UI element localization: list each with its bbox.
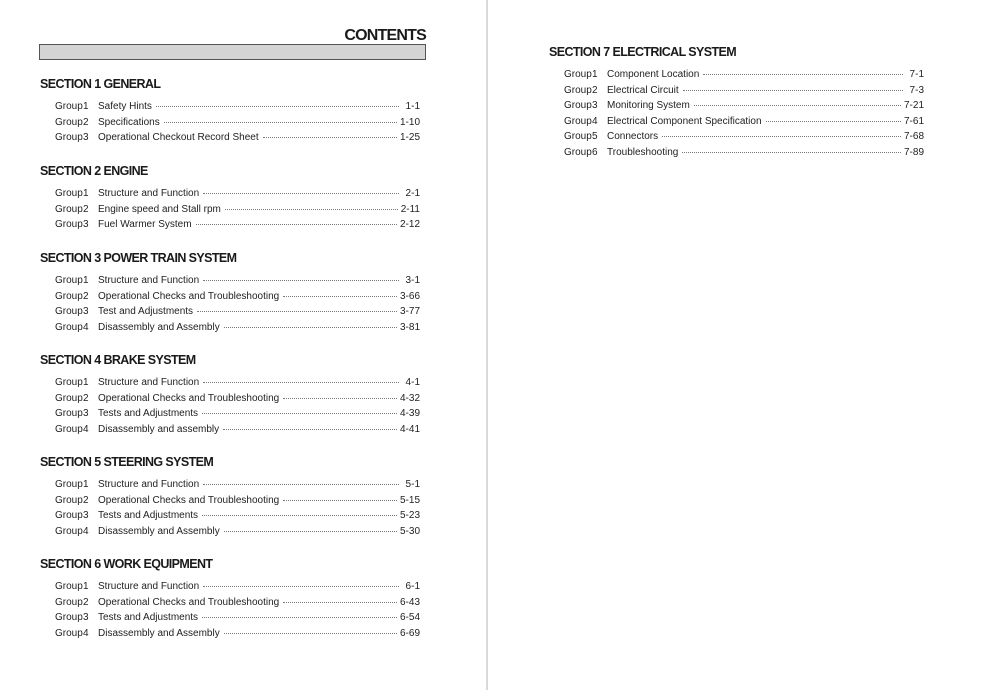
- group-number: 2: [83, 392, 89, 404]
- page-number: 4-1: [405, 377, 420, 388]
- toc-entry[interactable]: [55, 479, 420, 495]
- toc-entry[interactable]: [55, 495, 420, 511]
- page-number: 2-12: [399, 219, 420, 230]
- toc-entry[interactable]: [55, 581, 420, 597]
- dot-leader: [164, 122, 397, 123]
- page-number: 1-10: [399, 116, 420, 128]
- group-label: Group: [564, 69, 592, 80]
- group-number: 1: [83, 377, 89, 388]
- group-number: 1: [83, 188, 89, 199]
- page-number: 5-1: [405, 479, 420, 490]
- group-number: 1: [83, 581, 89, 592]
- entry-title: Operational Checks and Troubleshooting: [98, 290, 280, 302]
- dot-leader: [203, 280, 399, 281]
- toc-entry[interactable]: [55, 628, 420, 644]
- toc-entry[interactable]: [55, 377, 420, 393]
- dot-leader: [197, 311, 397, 312]
- toc-entry[interactable]: [55, 597, 420, 613]
- toc-entry[interactable]: [55, 393, 420, 409]
- toc-entry[interactable]: [55, 132, 420, 148]
- toc-entry[interactable]: [55, 219, 420, 235]
- section-heading: SECTION 3 POWER TRAIN SYSTEM: [40, 251, 237, 265]
- toc-entry[interactable]: [55, 612, 420, 628]
- dot-leader: [203, 484, 399, 485]
- group-label: Group: [55, 275, 83, 286]
- entry-title: Operational Checks and Troubleshooting: [98, 596, 280, 608]
- entry-title: Structure and Function: [98, 188, 200, 199]
- group-label: Group: [55, 423, 83, 435]
- group-label: Group: [55, 392, 83, 404]
- group-number: 1: [83, 479, 89, 490]
- group-label: Group: [55, 510, 83, 521]
- group-number: 3: [83, 219, 89, 230]
- entry-title: Disassembly and Assembly: [98, 321, 220, 333]
- group-number: 5: [592, 131, 598, 142]
- dot-leader: [224, 327, 397, 328]
- group-number: 3: [592, 100, 598, 111]
- entry-title: Operational Checks and Troubleshooting: [98, 494, 280, 506]
- page-number: 2-11: [400, 203, 420, 215]
- entry-title: Troubleshooting: [607, 146, 679, 158]
- section-6: [40, 557, 420, 643]
- page-number: 4-39: [399, 408, 420, 419]
- group-number: 4: [592, 115, 598, 127]
- group-label: Group: [55, 525, 83, 537]
- toc-entry[interactable]: [55, 526, 420, 542]
- dot-leader: [283, 398, 397, 399]
- group-number: 6: [592, 146, 598, 158]
- page-number: 5-23: [399, 510, 420, 521]
- page-number: 6-43: [399, 596, 420, 608]
- dot-leader: [202, 515, 397, 516]
- toc-entry[interactable]: [55, 188, 420, 204]
- dot-leader: [224, 531, 397, 532]
- section-7: [549, 45, 924, 162]
- entry-title: Structure and Function: [98, 275, 200, 286]
- toc-entry[interactable]: [564, 116, 924, 132]
- dot-leader: [263, 137, 397, 138]
- dot-leader: [283, 500, 397, 501]
- section-heading: SECTION 5 STEERING SYSTEM: [40, 455, 214, 469]
- group-label: Group: [55, 408, 83, 419]
- group-label: Group: [55, 188, 83, 199]
- entry-title: Electrical Circuit: [607, 84, 679, 96]
- entry-title: Connectors: [607, 131, 659, 142]
- group-number: 4: [83, 321, 89, 333]
- entry-title: Disassembly and assembly: [98, 423, 220, 435]
- toc-entry[interactable]: [564, 100, 924, 116]
- page-number: 5-15: [399, 494, 420, 506]
- page-number: 7-89: [903, 146, 924, 158]
- entry-title: Monitoring System: [607, 100, 690, 111]
- page-number: 6-54: [399, 612, 420, 623]
- dot-leader: [203, 193, 399, 194]
- toc-entry[interactable]: [55, 275, 420, 291]
- group-label: Group: [55, 596, 83, 608]
- group-label: Group: [564, 115, 592, 127]
- dot-leader: [703, 74, 903, 75]
- page-number: 1-25: [399, 132, 420, 143]
- toc-entry[interactable]: [55, 424, 420, 440]
- toc-entry[interactable]: [564, 147, 924, 163]
- toc-entry[interactable]: [55, 510, 420, 526]
- page-number: 7-21: [903, 100, 924, 111]
- group-number: 1: [83, 101, 89, 112]
- group-label: Group: [55, 627, 83, 639]
- dot-leader: [662, 136, 901, 137]
- section-4: [40, 353, 420, 439]
- group-label: Group: [55, 290, 83, 302]
- dot-leader: [203, 382, 399, 383]
- group-number: 2: [83, 203, 89, 215]
- dot-leader: [694, 105, 901, 106]
- group-number: 4: [83, 525, 89, 537]
- section-heading: SECTION 1 GENERAL: [40, 77, 161, 91]
- toc-entry[interactable]: [564, 69, 924, 85]
- entry-title: Structure and Function: [98, 377, 200, 388]
- dot-leader: [156, 106, 399, 107]
- group-label: Group: [564, 84, 592, 96]
- page-number: 6-1: [405, 581, 420, 592]
- group-number: 3: [83, 408, 89, 419]
- page-number: 3-1: [405, 275, 420, 286]
- dot-leader: [683, 90, 903, 91]
- section-2: [40, 164, 420, 235]
- page-number: 7-61: [903, 115, 924, 127]
- dot-leader: [202, 413, 397, 414]
- dot-leader: [283, 296, 397, 297]
- title-bar: [39, 44, 426, 60]
- toc-entry[interactable]: [55, 291, 420, 307]
- group-label: Group: [55, 321, 83, 333]
- group-label: Group: [55, 494, 83, 506]
- section-heading: SECTION 7 ELECTRICAL SYSTEM: [549, 45, 737, 59]
- group-label: Group: [55, 203, 83, 215]
- page-number: 4-32: [399, 392, 420, 404]
- group-number: 2: [83, 494, 89, 506]
- toc-entry[interactable]: [55, 408, 420, 424]
- group-label: Group: [55, 132, 83, 143]
- entry-title: Component Location: [607, 69, 700, 80]
- dot-leader: [223, 429, 397, 430]
- section-3: [40, 251, 420, 337]
- group-label: Group: [564, 100, 592, 111]
- dot-leader: [196, 224, 397, 225]
- group-label: Group: [55, 101, 83, 112]
- entry-title: Tests and Adjustments: [98, 510, 199, 521]
- entry-title: Safety Hints: [98, 101, 152, 112]
- group-label: Group: [564, 131, 592, 142]
- toc-entry[interactable]: [564, 85, 924, 101]
- entry-title: Structure and Function: [98, 479, 200, 490]
- entry-title: Electrical Component Specification: [607, 115, 762, 127]
- page-number: 6-69: [399, 627, 420, 639]
- entry-title: Test and Adjustments: [98, 306, 194, 317]
- entry-title: Fuel Warmer System: [98, 219, 192, 230]
- dot-leader: [202, 617, 397, 618]
- entry-title: Operational Checks and Troubleshooting: [98, 392, 280, 404]
- toc-entry[interactable]: [564, 131, 924, 147]
- entry-title: Operational Checkout Record Sheet: [98, 132, 259, 143]
- group-label: Group: [55, 612, 83, 623]
- toc-entry[interactable]: [55, 306, 420, 322]
- page-number: 5-30: [399, 525, 420, 537]
- toc-entry[interactable]: [55, 117, 420, 133]
- page-number: 3-77: [399, 306, 420, 317]
- group-number: 3: [83, 612, 89, 623]
- toc-entry[interactable]: [55, 101, 420, 117]
- page-number: 7-3: [909, 84, 924, 96]
- dot-leader: [225, 209, 398, 210]
- group-number: 2: [83, 290, 89, 302]
- toc-entry[interactable]: [55, 322, 420, 338]
- group-label: Group: [564, 146, 592, 158]
- group-number: 2: [83, 116, 89, 128]
- entry-title: Disassembly and Assembly: [98, 627, 220, 639]
- group-number: 1: [592, 69, 598, 80]
- page-number: 4-41: [399, 423, 420, 435]
- dot-leader: [283, 602, 397, 603]
- entry-title: Specifications: [98, 116, 160, 128]
- page-number: 7-1: [909, 69, 924, 80]
- group-number: 3: [83, 132, 89, 143]
- group-label: Group: [55, 479, 83, 490]
- entry-title: Tests and Adjustments: [98, 408, 199, 419]
- contents-title: CONTENTS: [344, 27, 426, 44]
- toc-entry[interactable]: [55, 204, 420, 220]
- dot-leader: [203, 586, 399, 587]
- section-5: [40, 455, 420, 541]
- entry-title: Disassembly and Assembly: [98, 525, 220, 537]
- group-label: Group: [55, 219, 83, 230]
- group-label: Group: [55, 116, 83, 128]
- page-number: 1-1: [405, 101, 420, 112]
- group-number: 3: [83, 306, 89, 317]
- page-number: 7-68: [903, 131, 924, 142]
- entry-title: Engine speed and Stall rpm: [98, 203, 221, 215]
- page-number: 2-1: [405, 188, 420, 199]
- group-label: Group: [55, 377, 83, 388]
- entry-title: Structure and Function: [98, 581, 200, 592]
- group-number: 4: [83, 627, 89, 639]
- section-heading: SECTION 2 ENGINE: [40, 164, 148, 178]
- page-number: 3-81: [399, 321, 420, 333]
- dot-leader: [224, 633, 397, 634]
- group-label: Group: [55, 306, 83, 317]
- group-label: Group: [55, 581, 83, 592]
- entry-title: Tests and Adjustments: [98, 612, 199, 623]
- section-heading: SECTION 4 BRAKE SYSTEM: [40, 353, 196, 367]
- section-1: [40, 77, 420, 148]
- group-number: 1: [83, 275, 89, 286]
- group-number: 2: [83, 596, 89, 608]
- group-number: 2: [592, 84, 598, 96]
- group-number: 3: [83, 510, 89, 521]
- section-heading: SECTION 6 WORK EQUIPMENT: [40, 557, 213, 571]
- page-number: 3-66: [399, 290, 420, 302]
- dot-leader: [766, 121, 901, 122]
- dot-leader: [682, 152, 901, 153]
- group-number: 4: [83, 423, 89, 435]
